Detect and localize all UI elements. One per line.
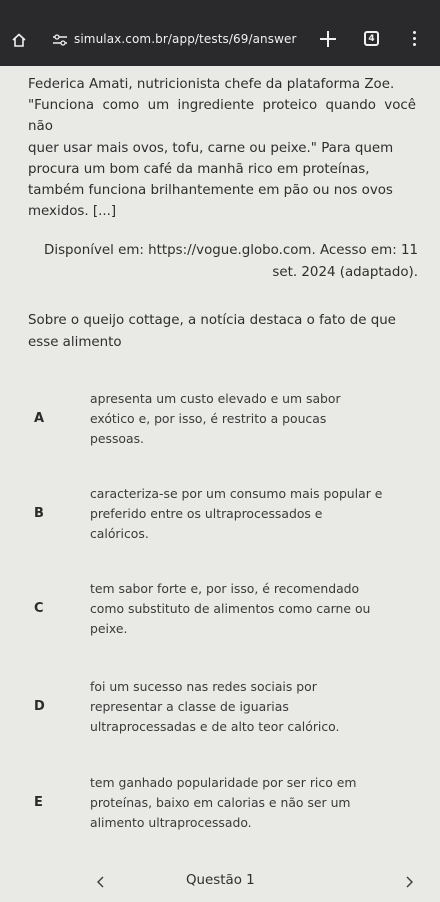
question-stem xyxy=(28,310,416,353)
option-letter: D xyxy=(34,699,45,714)
question-line: esse alimento xyxy=(28,334,122,350)
option-text: apresenta um custo elevado e um sabor exótico e, por isso, é restrito a poucas pessoas. xyxy=(90,391,341,446)
question-line: Sobre o queijo cottage, a notícia destaca o fato de que xyxy=(28,313,396,328)
article-excerpt xyxy=(28,74,416,222)
chevron-left-icon[interactable] xyxy=(96,876,106,888)
source-line: set. 2024 (adaptado). xyxy=(272,264,418,280)
question-navigation xyxy=(0,866,440,902)
option-letter: A xyxy=(34,411,45,426)
article-line: procura um bom café da manhã rico em proteínas, xyxy=(28,161,370,177)
article-line: também funciona brilhantemente em pão ou nos ovos xyxy=(28,183,393,199)
option-letter: E xyxy=(34,795,43,810)
tabs-icon[interactable]: 4 xyxy=(364,31,379,46)
option-letter: B xyxy=(34,506,44,521)
option-text: caracteriza-se por um consumo mais popular e preferido entre os ultraprocessados e calóricos. xyxy=(90,486,383,541)
option-text: tem ganhado popularidade por ser rico em proteínas, baixo em calorias e não ser um alimento ultraprocessado. xyxy=(90,775,357,830)
option-text: tem sabor forte e, por isso, é recomendado como substituto de alimentos como carne ou peixe. xyxy=(90,581,371,636)
plus-icon[interactable] xyxy=(318,29,338,49)
menu-icon[interactable] xyxy=(413,31,417,47)
chevron-right-icon[interactable] xyxy=(404,876,414,888)
option-text: foi um sucesso nas redes sociais por representar a classe de iguarias ultraprocessadas e de alto teor calórico. xyxy=(90,679,340,734)
article-source xyxy=(18,240,418,283)
article-line: quer usar mais ovos, tofu, carne ou peixe." Para quem xyxy=(28,140,394,156)
option-letter: C xyxy=(34,601,44,616)
site-info-icon[interactable] xyxy=(52,34,68,46)
article-line: "Funciona como um ingrediente proteico quando você não xyxy=(28,98,416,135)
article-line: Federica Amati, nutricionista chefe da plataforma Zoe. xyxy=(28,77,395,92)
article-line: mexidos. [...] xyxy=(28,204,117,220)
browser-toolbar xyxy=(0,0,440,66)
question-number: Questão 1 xyxy=(186,873,255,888)
source-line: Disponível em: https://vogue.globo.com. Acesso em: 11 xyxy=(44,243,418,258)
home-icon[interactable] xyxy=(12,33,26,47)
url-bar[interactable]: simulax.com.br/app/tests/69/answer xyxy=(74,32,297,46)
